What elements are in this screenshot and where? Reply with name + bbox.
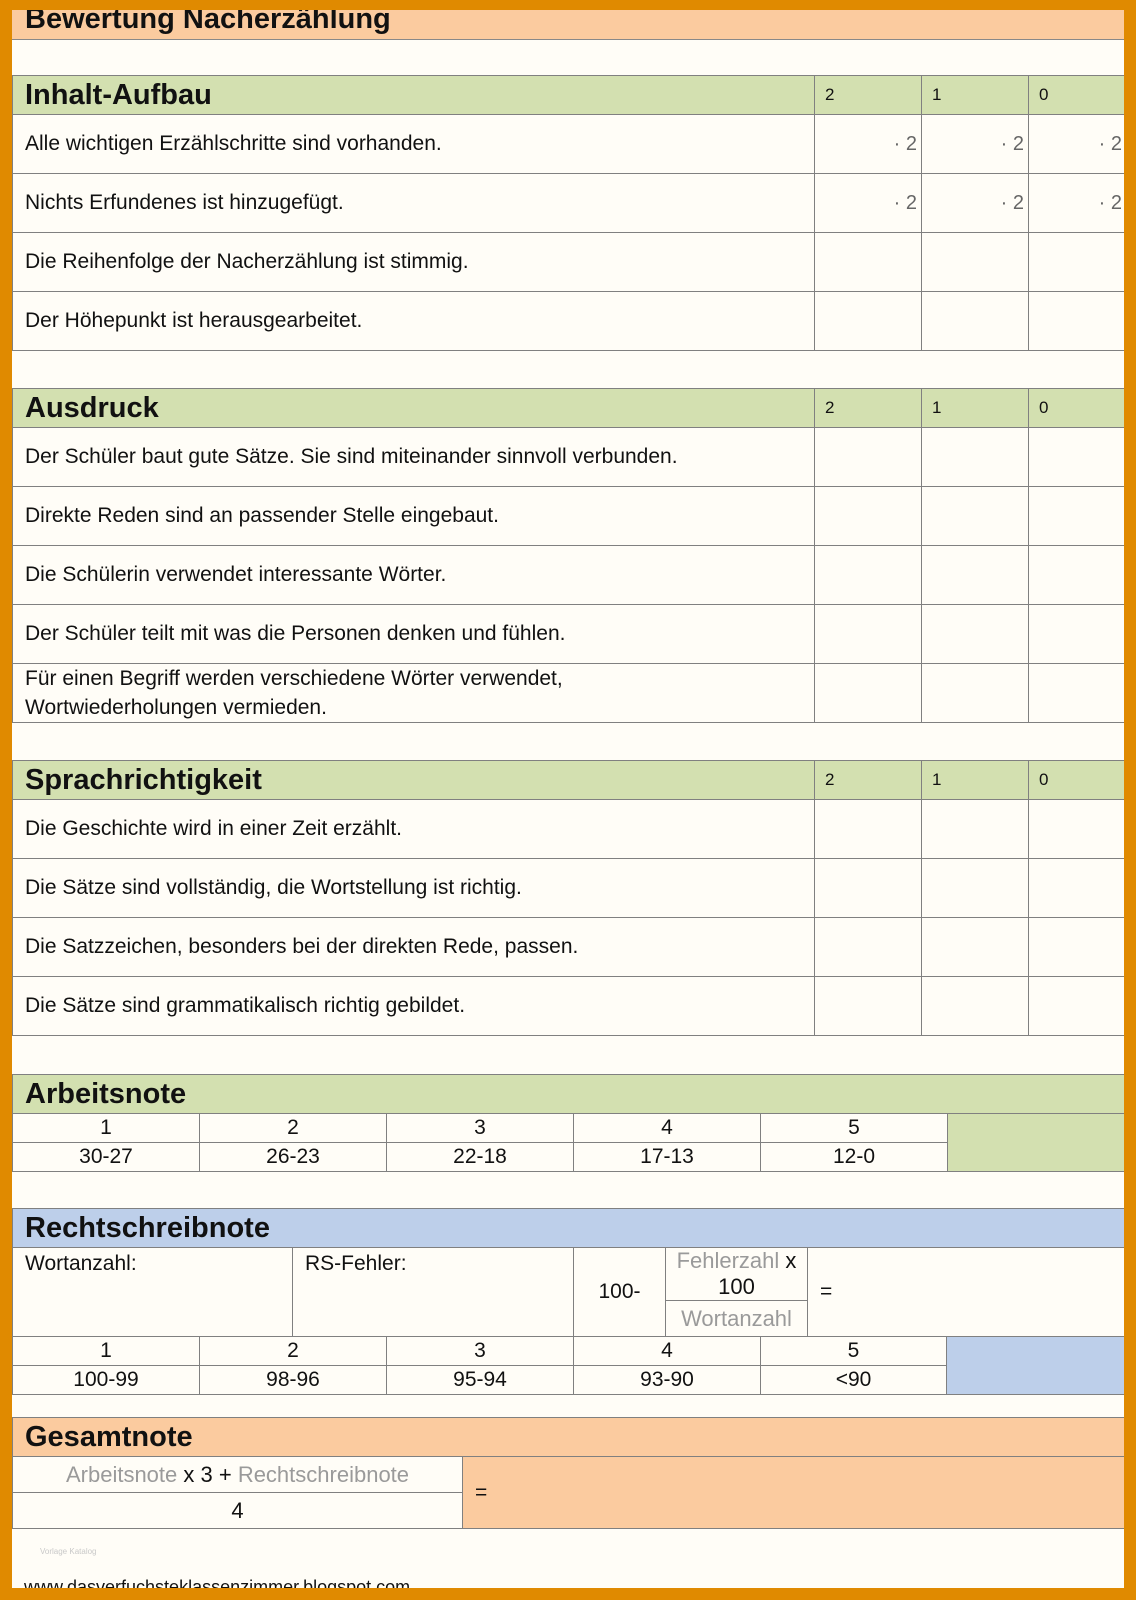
score-cell[interactable] bbox=[1029, 977, 1127, 1036]
score-cell[interactable] bbox=[922, 664, 1029, 723]
points-header: 0 bbox=[1029, 761, 1127, 800]
score-cell[interactable] bbox=[815, 292, 922, 351]
score-cell[interactable] bbox=[922, 605, 1029, 664]
rs-fehler-label: RS-Fehler: bbox=[305, 1252, 407, 1275]
score-cell[interactable]: · 2 bbox=[815, 174, 922, 233]
section-heading: Ausdruck bbox=[13, 389, 815, 428]
criterion-text: Der Schüler baut gute Sätze. Sie sind miteinander sinnvoll verbunden. bbox=[13, 428, 815, 487]
title-bar bbox=[12, 0, 1126, 40]
grade-cell: 4 bbox=[574, 1337, 761, 1366]
points-header: 0 bbox=[1029, 389, 1127, 428]
range-cell: 100-99 bbox=[13, 1366, 200, 1395]
score-cell[interactable] bbox=[815, 918, 922, 977]
grade-cell: 1 bbox=[13, 1337, 200, 1366]
score-cell[interactable] bbox=[922, 977, 1029, 1036]
watermark: Vorlage Katalog bbox=[40, 1547, 97, 1556]
rechtschreibnote-result-cell[interactable] bbox=[947, 1337, 1127, 1395]
score-cell[interactable] bbox=[922, 487, 1029, 546]
formula-denominator: Wortanzahl bbox=[666, 1301, 808, 1337]
score-cell[interactable] bbox=[815, 233, 922, 292]
score-cell[interactable] bbox=[815, 977, 922, 1036]
criterion-text: Die Sätze sind grammatikalisch richtig gebildet. bbox=[13, 977, 815, 1036]
score-cell[interactable]: · 2 bbox=[1029, 174, 1127, 233]
score-cell[interactable] bbox=[1029, 800, 1127, 859]
score-cell[interactable] bbox=[922, 918, 1029, 977]
grade-cell: 4 bbox=[574, 1114, 761, 1143]
score-cell[interactable] bbox=[815, 664, 922, 723]
range-cell: 98-96 bbox=[200, 1366, 387, 1395]
score-cell[interactable] bbox=[815, 487, 922, 546]
score-cell[interactable] bbox=[1029, 664, 1127, 723]
criterion-text: Die Satzzeichen, besonders bei der direkten Rede, passen. bbox=[13, 918, 815, 977]
points-header: 2 bbox=[815, 389, 922, 428]
grade-cell: 1 bbox=[13, 1114, 200, 1143]
grade-cell: 3 bbox=[387, 1114, 574, 1143]
score-cell[interactable] bbox=[1029, 605, 1127, 664]
criterion-text: Direkte Reden sind an passender Stelle eingebaut. bbox=[13, 487, 815, 546]
score-cell[interactable] bbox=[1029, 233, 1127, 292]
points-header: 1 bbox=[922, 76, 1029, 115]
criterion-text: Die Schülerin verwendet interessante Wörter. bbox=[13, 546, 815, 605]
score-cell[interactable] bbox=[1029, 918, 1127, 977]
score-cell[interactable] bbox=[922, 428, 1029, 487]
score-cell[interactable] bbox=[815, 428, 922, 487]
page-title: Bewertung Nacherzählung bbox=[25, 3, 391, 35]
criterion-text: Nichts Erfundenes ist hinzugefügt. bbox=[13, 174, 815, 233]
wortanzahl-field[interactable] bbox=[13, 1248, 293, 1337]
rechtschreibnote-heading: Rechtschreibnote bbox=[13, 1209, 1127, 1248]
criterion-text: Für einen Begriff werden verschiedene Wörter verwendet, Wortwiederholungen vermieden. bbox=[13, 664, 815, 723]
arbeitsnote-result-cell[interactable] bbox=[948, 1114, 1127, 1172]
score-cell[interactable] bbox=[922, 800, 1029, 859]
gesamt-denominator: 4 bbox=[13, 1493, 463, 1529]
score-cell[interactable] bbox=[1029, 487, 1127, 546]
section-heading: Inhalt-Aufbau bbox=[13, 76, 815, 115]
criterion-text: Die Geschichte wird in einer Zeit erzählt. bbox=[13, 800, 815, 859]
gesamtnote-result-cell[interactable] bbox=[463, 1457, 1127, 1529]
section-table-sprachrichtigkeit bbox=[12, 760, 1127, 1036]
criterion-text: Alle wichtigen Erzählschritte sind vorhanden. bbox=[13, 115, 815, 174]
score-cell[interactable] bbox=[1029, 546, 1127, 605]
section-table-inhalt bbox=[12, 75, 1127, 351]
formula-prefix: 100- bbox=[574, 1248, 666, 1337]
range-cell: 17-13 bbox=[574, 1143, 761, 1172]
grade-cell: 5 bbox=[761, 1337, 947, 1366]
wortanzahl-label: Wortanzahl: bbox=[25, 1252, 137, 1275]
score-cell[interactable] bbox=[815, 800, 922, 859]
score-cell[interactable] bbox=[1029, 292, 1127, 351]
score-cell[interactable] bbox=[922, 859, 1029, 918]
score-cell[interactable] bbox=[815, 546, 922, 605]
grade-cell: 2 bbox=[200, 1337, 387, 1366]
criterion-text: Die Sätze sind vollständig, die Wortstellung ist richtig. bbox=[13, 859, 815, 918]
score-cell[interactable] bbox=[815, 605, 922, 664]
rechtschreibnote-term: Rechtschreibnote bbox=[237, 1461, 410, 1487]
arbeitsnote-table bbox=[12, 1074, 1127, 1172]
score-cell[interactable] bbox=[1029, 859, 1127, 918]
range-cell: 12-0 bbox=[761, 1143, 948, 1172]
points-header: 0 bbox=[1029, 76, 1127, 115]
range-cell: 26-23 bbox=[200, 1143, 387, 1172]
score-cell[interactable] bbox=[922, 233, 1029, 292]
range-cell: 93-90 bbox=[574, 1366, 761, 1395]
rechtschreibnote-table bbox=[12, 1208, 1127, 1395]
points-header: 2 bbox=[815, 76, 922, 115]
arbeitsnote-heading: Arbeitsnote bbox=[13, 1075, 1127, 1114]
times-100-term: x 100 bbox=[718, 1248, 797, 1299]
times-3-plus: x 3 + bbox=[177, 1461, 238, 1487]
criterion-text: Der Schüler teilt mit was die Personen denken und fühlen. bbox=[13, 605, 815, 664]
range-cell: 22-18 bbox=[387, 1143, 574, 1172]
points-header: 2 bbox=[815, 761, 922, 800]
points-header: 1 bbox=[922, 389, 1029, 428]
criterion-text: Der Höhepunkt ist herausgearbeitet. bbox=[13, 292, 815, 351]
criterion-text: Die Reihenfolge der Nacherzählung ist stimmig. bbox=[13, 233, 815, 292]
grade-cell: 5 bbox=[761, 1114, 948, 1143]
range-cell: 95-94 bbox=[387, 1366, 574, 1395]
score-cell[interactable]: · 2 bbox=[815, 115, 922, 174]
section-table-ausdruck bbox=[12, 388, 1127, 723]
section-heading: Sprachrichtigkeit bbox=[13, 761, 815, 800]
points-header: 1 bbox=[922, 761, 1029, 800]
footer-url[interactable]: www.dasverfuchsteklassenzimmer.blogspot.com bbox=[24, 1577, 411, 1597]
equals-sign: = bbox=[820, 1280, 833, 1303]
gesamtnote-table bbox=[12, 1417, 1127, 1529]
equals-sign: = bbox=[475, 1480, 488, 1504]
rs-result-cell[interactable] bbox=[808, 1248, 1127, 1337]
range-cell: <90 bbox=[761, 1366, 947, 1395]
score-cell[interactable]: · 2 bbox=[922, 174, 1029, 233]
gesamtnote-heading: Gesamtnote bbox=[13, 1418, 1127, 1457]
gesamt-numerator bbox=[13, 1457, 463, 1493]
score-cell[interactable] bbox=[815, 859, 922, 918]
arbeitsnote-term: Arbeitsnote bbox=[65, 1461, 178, 1487]
grade-cell: 3 bbox=[387, 1337, 574, 1366]
score-cell[interactable] bbox=[922, 546, 1029, 605]
score-cell[interactable]: · 2 bbox=[1029, 115, 1127, 174]
score-cell[interactable]: · 2 bbox=[922, 115, 1029, 174]
formula-numerator bbox=[666, 1248, 808, 1301]
range-cell: 30-27 bbox=[13, 1143, 200, 1172]
score-cell[interactable] bbox=[1029, 428, 1127, 487]
rs-fehler-field[interactable] bbox=[293, 1248, 574, 1337]
fehlerzahl-term: Fehlerzahl bbox=[676, 1248, 780, 1273]
score-cell[interactable] bbox=[922, 292, 1029, 351]
grade-cell: 2 bbox=[200, 1114, 387, 1143]
